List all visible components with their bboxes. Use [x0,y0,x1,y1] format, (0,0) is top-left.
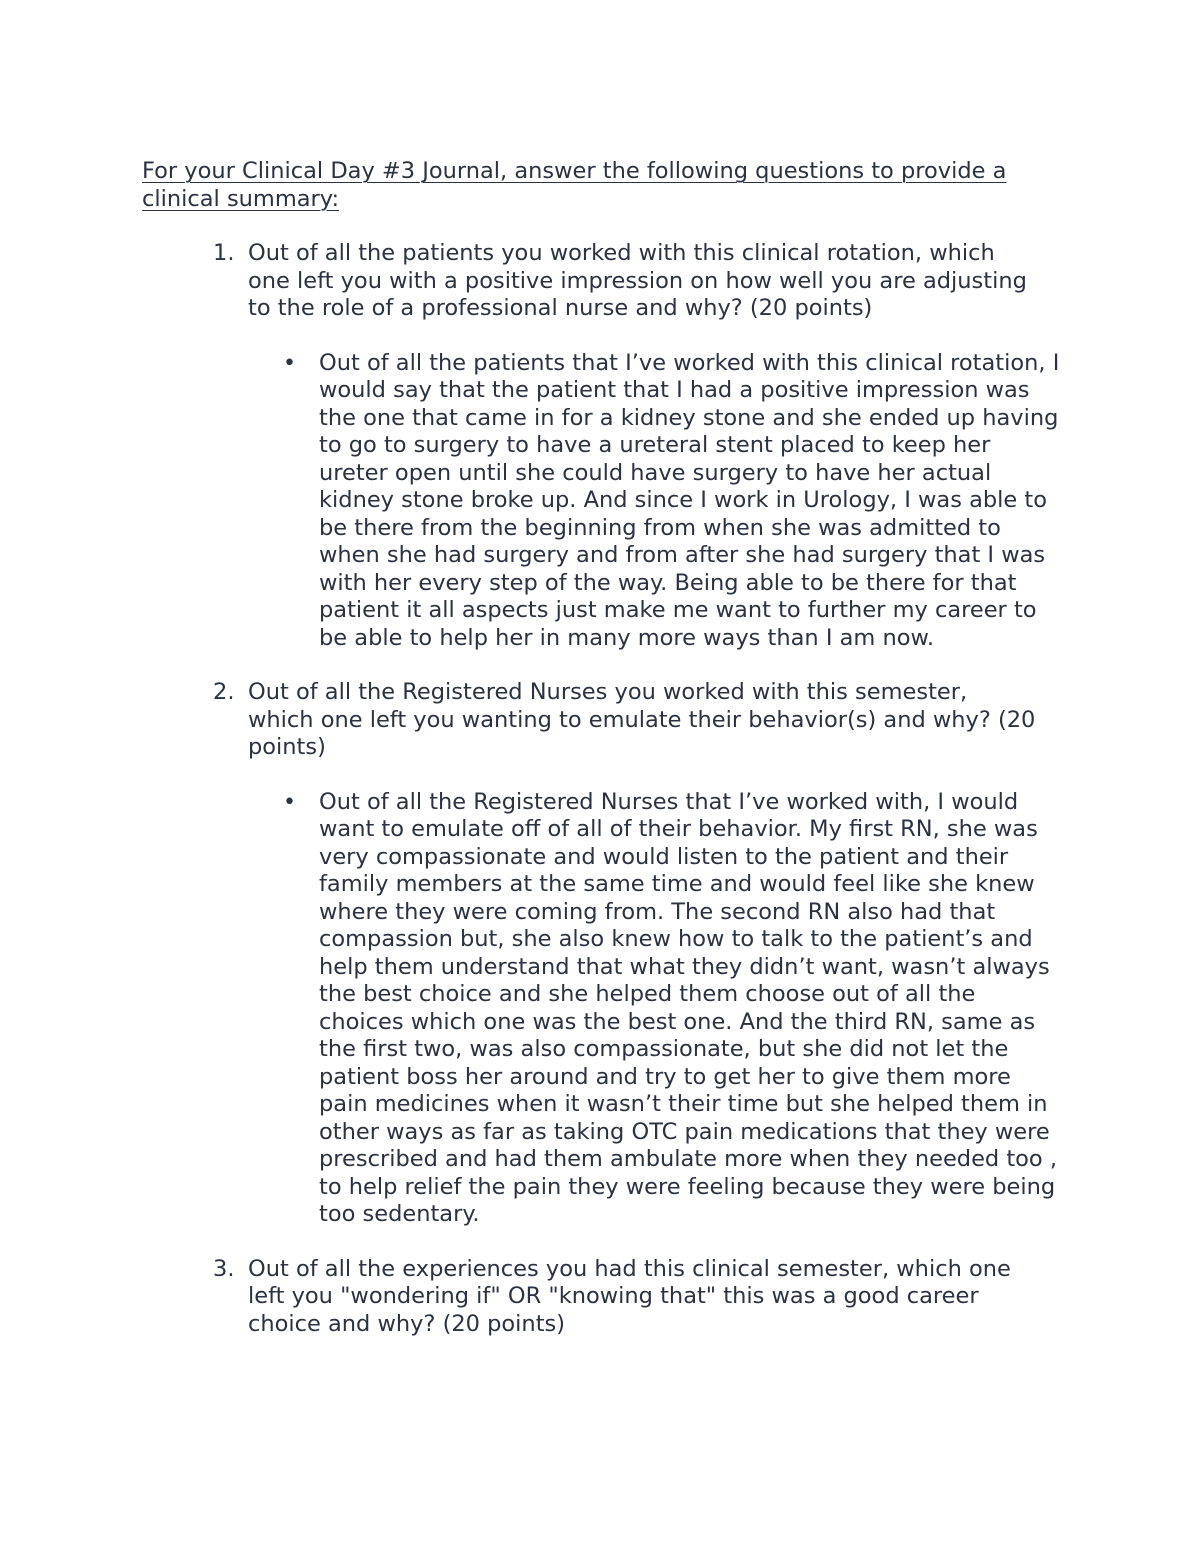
question-item-1 [142,240,1072,652]
answer-item-1 [248,350,1072,653]
question-number: 3. [213,1255,235,1282]
answer-text: Out of all the Registered Nurses that I’ve worked with, I would want to emulate off of all of their behavior. My first RN, she was very compassionate and would listen to the patient and their family members at the same time and would feel like she knew where they were coming from. The second RN also had that compassion but, she also knew how to talk to the patient’s and help them understand that what they didn’t want, wasn’t always the best choice and she helped them choose out of all the choices which one was the best one. And the third RN, same as the first two, was also compassionate, but she did not let the patient boss her around and try to get her to give them more pain medicines when it wasn’t their time but she helped them in other ways as far as taking OTC pain medications that they were prescribed and had them ambulate more when they needed too , to help relief the pain they were feeling because they were being too sedentary. [319,788,1058,1227]
question-number: 1. [213,240,235,266]
question-text: Out of all the experiences you had this clinical semester, which one left you "wondering if" OR "knowing that" this was a good career choice and why? (20 points) [248,1255,1011,1337]
answer-list [248,789,1072,1229]
question-text: Out of all the Registered Nurses you worked with this semester, which one left you wanting to emulate their behavior(s) and why? (20 points) [248,679,1036,760]
answer-list [248,350,1072,653]
document-page [142,158,1072,1365]
bullet-icon: • [283,350,296,376]
question-number: 2. [213,679,235,705]
answer-item-2 [248,789,1072,1229]
question-item-3 [142,1256,1072,1339]
answer-text: Out of all the patients that I’ve worked with this clinical rotation, I would say that the patient that I had a positive impression was the one that came in for a kidney stone and she ended up having to go to surgery to have a ureteral stent placed to keep her ureter open until she could have surgery to have her actual kidney stone broke up. And since I work in Urology, I was able to be there from the beginning from when she was admitted to when she had surgery and from after she had surgery that I was with her every step of the way. Being able to be there for that patient it all aspects just make me want to further my career to be able to help her in many more ways than I am now. [319,349,1060,651]
assignment-heading: For your Clinical Day #3 Journal, answer the following questions to provide a clinical summary: [142,158,1007,212]
question-item-2 [142,679,1072,1229]
bullet-icon: • [283,789,296,815]
question-text: Out of all the patients you worked with this clinical rotation, which one left you with a positive impression on how well you are adjusting to the role of a professional nurse and why? (20 points) [248,240,1027,321]
question-list [142,240,1072,1338]
